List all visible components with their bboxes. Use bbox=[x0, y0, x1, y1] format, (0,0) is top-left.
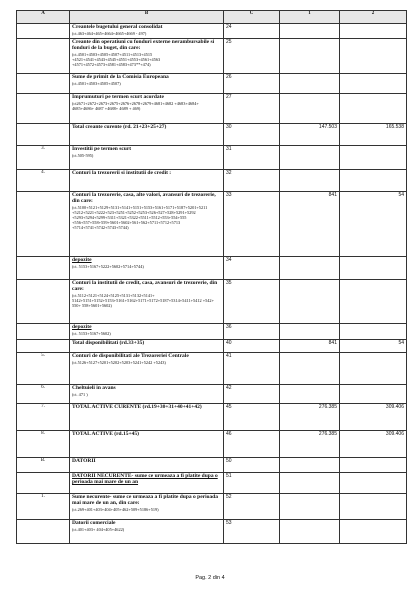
row-description-cell bbox=[70, 340, 224, 353]
value-col-1-cell bbox=[280, 257, 340, 280]
value-col-1-cell bbox=[280, 94, 340, 124]
row-formula: (ct.4501+4503+4505+4507+4511+4513+4515 +4521+4541+4543+4545+4551+4553+4561+4563 +4571+4572+4573+4581+4583+473**+474) bbox=[72, 52, 161, 67]
table-row bbox=[17, 24, 407, 39]
row-title: depozite bbox=[72, 257, 92, 263]
row-title: TOTAL ACTIVE CURENTE (rd.19+30+31+40+41+42) bbox=[72, 404, 202, 410]
row-description-cell bbox=[70, 94, 224, 124]
row-code-cell: 26 bbox=[224, 74, 280, 94]
balance-sheet-table bbox=[16, 10, 407, 544]
row-formula: (ct. 5153+5167+5222+5602+5714+5744) bbox=[72, 264, 144, 269]
row-formula: (ct. 471 ) bbox=[72, 392, 88, 397]
row-index-cell: 8. bbox=[17, 431, 70, 458]
value-col-2-cell: 54 bbox=[340, 192, 407, 257]
value-col-2-cell bbox=[340, 146, 407, 170]
row-index-cell bbox=[17, 473, 70, 494]
row-description-cell bbox=[70, 324, 224, 340]
row-index-cell: 7. bbox=[17, 404, 70, 431]
table-row bbox=[17, 170, 407, 192]
row-title: Investitii pe termen scurt bbox=[72, 146, 132, 152]
row-index-cell bbox=[17, 520, 70, 544]
row-description-cell bbox=[70, 404, 224, 431]
row-code-cell: 42 bbox=[224, 385, 280, 404]
header-col-c: C bbox=[224, 11, 280, 24]
row-title: Total disponibilitati (rd.33+35) bbox=[72, 340, 145, 346]
row-index-cell: 3. bbox=[17, 146, 70, 170]
row-index-cell bbox=[17, 340, 70, 353]
value-col-1-cell: 147.503 bbox=[280, 124, 340, 146]
row-title: Total creante curente (rd. 21+23+25+27) bbox=[72, 124, 167, 130]
row-code-cell: 31 bbox=[224, 146, 280, 170]
value-col-2-cell bbox=[340, 170, 407, 192]
row-code-cell: 36 bbox=[224, 324, 280, 340]
table-row bbox=[17, 39, 407, 74]
value-col-1-cell bbox=[280, 458, 340, 473]
row-code-cell: 33 bbox=[224, 192, 280, 257]
value-col-2-cell bbox=[340, 494, 407, 520]
value-col-1-cell bbox=[280, 494, 340, 520]
row-title: Sume necurente- sume ce urmeaza a fi platite dupa o perioada mai mare de un an, din care: bbox=[72, 494, 218, 506]
table-row bbox=[17, 404, 407, 431]
row-formula: (ct.5126+5127+5201+5202+5203+5241+5242 +5243) bbox=[72, 360, 166, 365]
row-formula: (ct.269+401+403+404+405+462+509+5186+519) bbox=[72, 507, 159, 512]
row-title: Imprumuturi pe termen scurt acordate bbox=[72, 94, 164, 100]
row-index-cell bbox=[17, 124, 70, 146]
row-description-cell bbox=[70, 124, 224, 146]
row-index-cell: 5. bbox=[17, 353, 70, 385]
value-col-1-cell bbox=[280, 24, 340, 39]
row-description-cell bbox=[70, 473, 224, 494]
value-col-1-cell bbox=[280, 74, 340, 94]
value-col-2-cell bbox=[340, 324, 407, 340]
row-description-cell bbox=[70, 74, 224, 94]
table-row bbox=[17, 74, 407, 94]
row-description-cell bbox=[70, 24, 224, 39]
row-title: Creante din operatiuni cu fonduri externe nerambursabile si fonduri de la buget, din care: bbox=[72, 39, 215, 51]
row-index-cell bbox=[17, 74, 70, 94]
value-col-2-cell bbox=[340, 520, 407, 544]
row-code-cell: 41 bbox=[224, 353, 280, 385]
table-row bbox=[17, 458, 407, 473]
table-row bbox=[17, 431, 407, 458]
row-description-cell bbox=[70, 385, 224, 404]
row-code-cell: 40 bbox=[224, 340, 280, 353]
row-index-cell bbox=[17, 324, 70, 340]
row-description-cell bbox=[70, 257, 224, 280]
row-description-cell bbox=[70, 353, 224, 385]
table-row bbox=[17, 124, 407, 146]
row-formula: (ct.463+464+465+4664+4665+4669 - 497) bbox=[72, 31, 147, 36]
row-index-cell bbox=[17, 192, 70, 257]
row-title: Datorii comerciale bbox=[72, 520, 116, 526]
row-formula: (ct. 5153+5167+5602) bbox=[72, 331, 111, 336]
value-col-1-cell: 276.385 bbox=[280, 431, 340, 458]
row-title: Conturi la institutii de credit, casa, avansuri de trezorerie, din care: bbox=[72, 280, 218, 292]
row-title: depozite bbox=[72, 324, 92, 330]
row-code-cell: 50 bbox=[224, 458, 280, 473]
row-code-cell: 52 bbox=[224, 494, 280, 520]
value-col-2-cell: 54 bbox=[340, 340, 407, 353]
value-col-1-cell bbox=[280, 324, 340, 340]
table-row bbox=[17, 473, 407, 494]
row-code-cell: 35 bbox=[224, 280, 280, 324]
row-title: Conturi de disponibilitati ale Trezoreriei Centrale bbox=[72, 353, 189, 359]
row-index-cell bbox=[17, 257, 70, 280]
row-title: Sume de primit de la Comisia Europeana bbox=[72, 74, 169, 80]
row-description-cell bbox=[70, 280, 224, 324]
table-row bbox=[17, 340, 407, 353]
row-formula: (ct.4501+4503+4505+4507) bbox=[72, 81, 121, 86]
header-col-a: A bbox=[17, 11, 70, 24]
value-col-1-cell: 841 bbox=[280, 340, 340, 353]
value-col-1-cell bbox=[280, 39, 340, 74]
row-formula: (ct.5100+5121+5129+5131+5141+5151+5153+5161+5171+5187+5201+5211 +5212+5221+5222+523+5251+5252+5253+526+527+528+5291+5292 +5293+5294+5299+5311+5321+5322+5511+5512+553+554+555 +556+557+558+559+5601+5602+561+562+5711+5712+5713 +5714+5741+5742+5743+5744) bbox=[72, 205, 208, 230]
row-description-cell bbox=[70, 494, 224, 520]
row-code-cell: 30 bbox=[224, 124, 280, 146]
row-formula: (ct.401+403+ 404+405+4622) bbox=[72, 527, 125, 532]
row-index-cell: 4. bbox=[17, 170, 70, 192]
value-col-1-cell bbox=[280, 520, 340, 544]
page-footer: Pag. 2 din 4 bbox=[195, 575, 225, 581]
table-row bbox=[17, 192, 407, 257]
row-title: DATORII bbox=[72, 458, 96, 464]
value-col-1-cell bbox=[280, 170, 340, 192]
value-col-1-cell bbox=[280, 146, 340, 170]
row-description-cell bbox=[70, 170, 224, 192]
row-description-cell bbox=[70, 431, 224, 458]
table-row bbox=[17, 257, 407, 280]
row-description-cell bbox=[70, 520, 224, 544]
value-col-1-cell bbox=[280, 353, 340, 385]
value-col-1-cell bbox=[280, 473, 340, 494]
row-index-cell bbox=[17, 280, 70, 324]
row-formula: (ct.5112+5121+5124+5125+5131+5132+5141+ 5142+5151+5152+5153+5161+5162+5171+5172+5187+5314+5411+5412 +542+ 550+ 558+5601+5602) bbox=[72, 293, 214, 308]
value-col-2-cell: 309.406 bbox=[340, 404, 407, 431]
row-formula: (ct2671+2672+2673+2675+2676+2678+2679+4681+4682 +4683+4684+ 4685+4686+ 4687 +4688+ 4689 + 469) bbox=[72, 101, 199, 111]
row-index-cell bbox=[17, 24, 70, 39]
row-index-cell: 6. bbox=[17, 385, 70, 404]
value-col-2-cell: 309.406 bbox=[340, 431, 407, 458]
row-code-cell: 25 bbox=[224, 39, 280, 74]
table-row bbox=[17, 280, 407, 324]
row-code-cell: 32 bbox=[224, 170, 280, 192]
row-index-cell bbox=[17, 39, 70, 74]
value-col-2-cell bbox=[340, 353, 407, 385]
header-col-b: B bbox=[70, 11, 224, 24]
value-col-2-cell bbox=[340, 94, 407, 124]
table-row bbox=[17, 353, 407, 385]
row-title: Creantele bugetului general consolidat bbox=[72, 24, 163, 30]
row-title: Conturi la trezorerie, casa, alte valori, avansuri de trezorerie, din care: bbox=[72, 192, 216, 204]
row-title: Conturi la trezorerii si institutii de credit : bbox=[72, 170, 172, 176]
row-index-cell bbox=[17, 94, 70, 124]
value-col-2-cell bbox=[340, 458, 407, 473]
row-title: DATORII NECURENTE- sume ce urmeaza a fi platite dupa o perioada mai mare de un an bbox=[72, 473, 218, 485]
value-col-2-cell bbox=[340, 74, 407, 94]
row-code-cell: 53 bbox=[224, 520, 280, 544]
row-code-cell: 24 bbox=[224, 24, 280, 39]
row-description-cell bbox=[70, 192, 224, 257]
row-code-cell: 34 bbox=[224, 257, 280, 280]
value-col-1-cell bbox=[280, 385, 340, 404]
value-col-2-cell bbox=[340, 257, 407, 280]
row-index-cell: B. bbox=[17, 458, 70, 473]
row-formula: (ct.505-595) bbox=[72, 153, 94, 158]
value-col-2-cell bbox=[340, 385, 407, 404]
row-index-cell: 1. bbox=[17, 494, 70, 520]
table-row bbox=[17, 146, 407, 170]
value-col-2-cell: 165.538 bbox=[340, 124, 407, 146]
value-col-2-cell bbox=[340, 473, 407, 494]
value-col-2-cell bbox=[340, 24, 407, 39]
row-code-cell: 46 bbox=[224, 431, 280, 458]
header-col-2: 2 bbox=[340, 11, 407, 24]
row-code-cell: 27 bbox=[224, 94, 280, 124]
row-description-cell bbox=[70, 39, 224, 74]
value-col-1-cell: 276.385 bbox=[280, 404, 340, 431]
table-row bbox=[17, 520, 407, 544]
row-description-cell bbox=[70, 146, 224, 170]
table-header-row bbox=[17, 11, 407, 24]
table-row bbox=[17, 324, 407, 340]
header-col-1: 1 bbox=[280, 11, 340, 24]
row-title: TOTAL ACTIVE (rd.15+45) bbox=[72, 431, 139, 437]
value-col-1-cell: 841 bbox=[280, 192, 340, 257]
value-col-2-cell bbox=[340, 280, 407, 324]
row-title: Cheltuieli in avans bbox=[72, 385, 116, 391]
table-row bbox=[17, 494, 407, 520]
row-code-cell: 51 bbox=[224, 473, 280, 494]
value-col-2-cell bbox=[340, 39, 407, 74]
row-code-cell: 45 bbox=[224, 404, 280, 431]
table-row bbox=[17, 385, 407, 404]
table-row bbox=[17, 94, 407, 124]
row-description-cell bbox=[70, 458, 224, 473]
value-col-1-cell bbox=[280, 280, 340, 324]
